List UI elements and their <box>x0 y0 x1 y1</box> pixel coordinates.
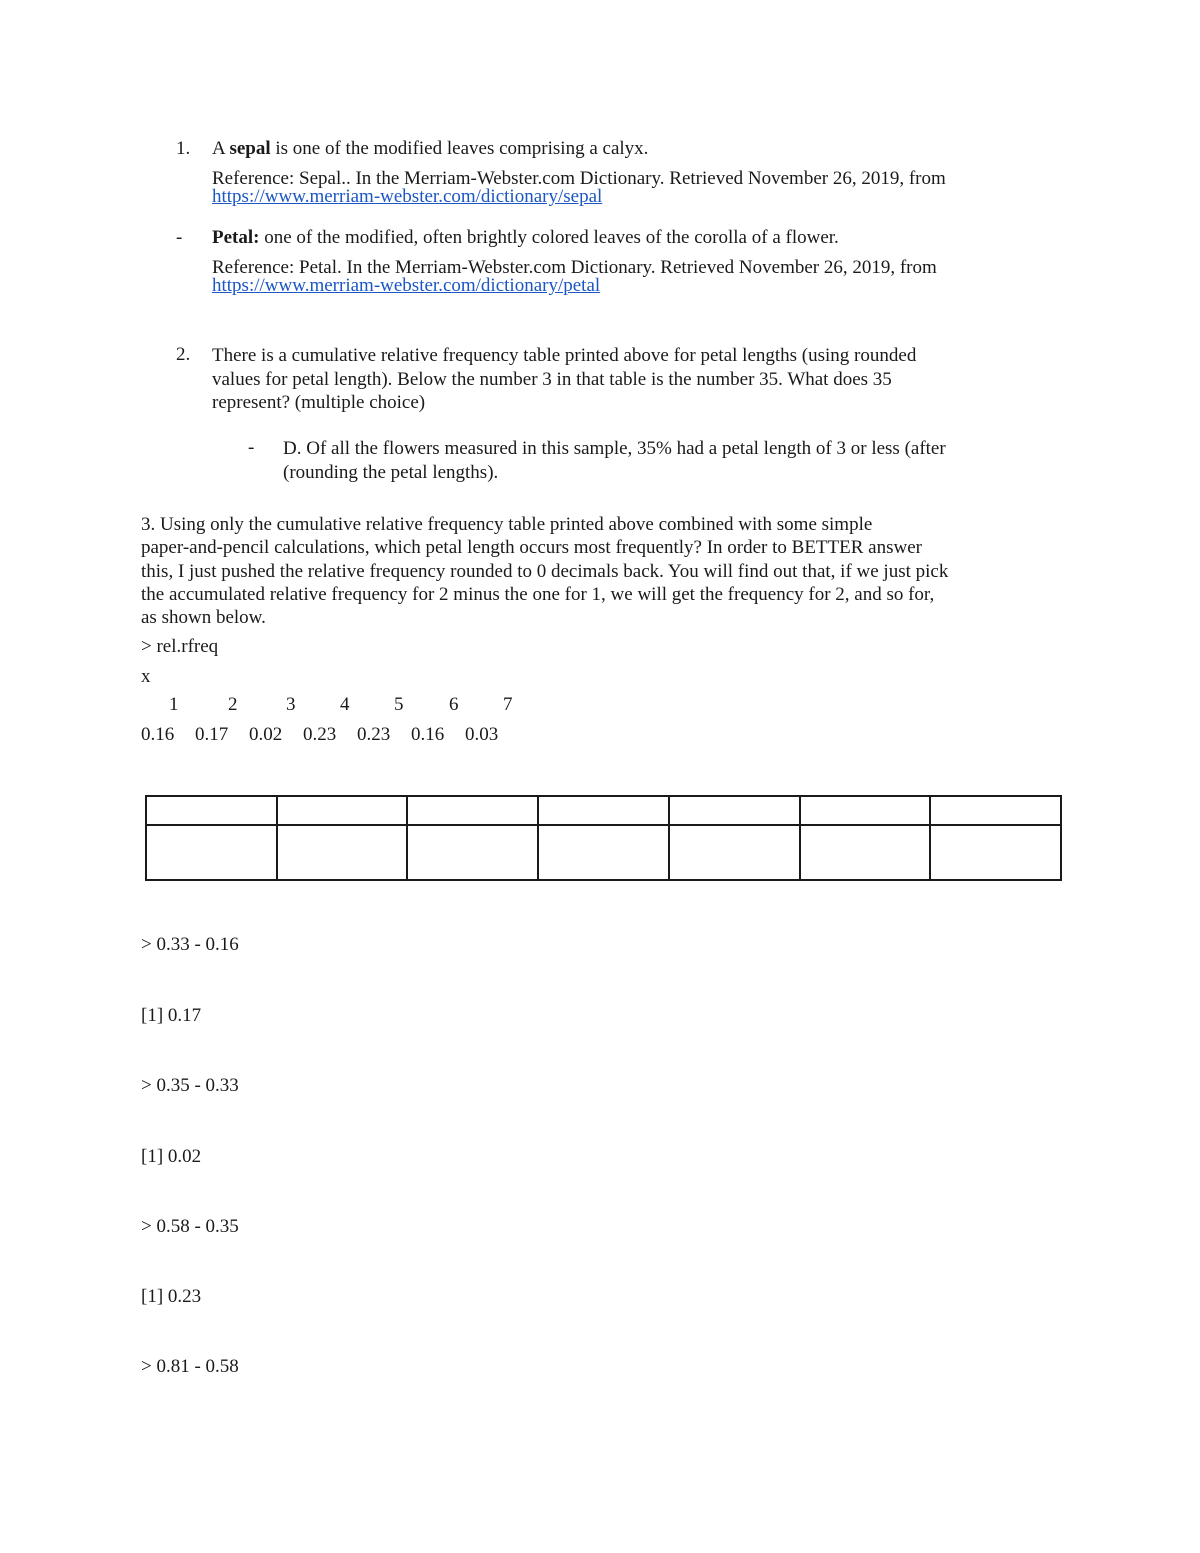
question-3-line: as shown below. <box>141 607 266 629</box>
question-2-line: There is a cumulative relative frequency table printed above for petal lengths (using rounded <box>212 345 917 366</box>
table-cell <box>800 825 931 880</box>
table-cell <box>407 825 538 880</box>
question-3-line: paper-and-pencil calculations, which petal length occurs most frequently? In order to BETTER answer <box>141 537 922 559</box>
freq-value: 0.23 <box>357 724 391 745</box>
freq-header: 1 <box>169 694 179 715</box>
freq-value: 0.16 <box>411 724 445 745</box>
freq-value: 0.17 <box>195 724 229 745</box>
freq-header: 5 <box>394 694 404 715</box>
freq-header: 6 <box>449 694 459 715</box>
calc-line: > 0.81 - 0.58 <box>141 1356 239 1377</box>
freq-value: 0.16 <box>141 724 175 745</box>
table-cell <box>146 796 277 825</box>
sepal-reference-link[interactable]: https://www.merriam-webster.com/dictionary/sepal <box>212 186 603 207</box>
calc-line: > 0.58 - 0.35 <box>141 1216 239 1237</box>
table-cell <box>930 825 1061 880</box>
empty-frequency-table <box>145 795 1062 881</box>
sepal-reference-text: Reference: Sepal.. In the Merriam-Webster.com Dictionary. Retrieved November 26, 2019, from <box>212 168 946 189</box>
calc-line: [1] 0.23 <box>141 1286 202 1307</box>
table-cell <box>146 825 277 880</box>
petal-reference-text: Reference: Petal. In the Merriam-Webster.com Dictionary. Retrieved November 26, 2019, from <box>212 257 937 278</box>
answer-bullet: - <box>248 437 255 458</box>
question-3-line: this, I just pushed the relative frequency rounded to 0 decimals back. You will find out that, if we just pick <box>141 560 949 582</box>
table-cell <box>669 796 800 825</box>
sepal-prefix: A <box>212 138 230 159</box>
table-cell <box>277 796 408 825</box>
table-cell <box>538 796 669 825</box>
table-cell <box>407 796 538 825</box>
calc-line: > 0.35 - 0.33 <box>141 1075 239 1096</box>
petal-bullet: - <box>176 227 183 248</box>
freq-value: 0.03 <box>465 724 499 745</box>
petal-reference <box>212 259 937 295</box>
answer-line: D. Of all the flowers measured in this sample, 35% had a petal length of 3 or less (after <box>283 438 946 459</box>
list-number-2: 2. <box>176 344 191 365</box>
sepal-definition <box>212 138 648 160</box>
freq-header: 3 <box>286 694 296 715</box>
petal-term: Petal: <box>212 227 260 248</box>
table-cell <box>800 796 931 825</box>
question-3-line: the accumulated relative frequency for 2 minus the one for 1, we will get the frequency for 2, and so for, <box>141 583 935 605</box>
sepal-term: sepal <box>229 138 271 159</box>
table-row <box>146 796 1061 825</box>
petal-definition-text: one of the modified, often brightly colored leaves of the corolla of a flower. <box>259 227 839 248</box>
question-2-line: represent? (multiple choice) <box>212 392 426 413</box>
table-row <box>146 825 1061 880</box>
freq-value: 0.02 <box>249 724 283 745</box>
console-command: > rel.rfreq <box>141 636 219 657</box>
question-2 <box>212 344 916 415</box>
question-2-answer <box>283 437 946 485</box>
freq-value: 0.23 <box>303 724 337 745</box>
console-var-name: x <box>141 666 151 687</box>
question-2-line: values for petal length). Below the number 3 in that table is the number 35. What does 35 <box>212 368 892 390</box>
question-3 <box>141 513 1066 629</box>
list-number-1: 1. <box>176 138 191 159</box>
petal-definition <box>212 227 839 249</box>
calc-line: [1] 0.02 <box>141 1146 202 1167</box>
table-cell <box>669 825 800 880</box>
question-3-line: 3. Using only the cumulative relative frequency table printed above combined with some simple <box>141 514 873 535</box>
table-cell <box>277 825 408 880</box>
petal-reference-link[interactable]: https://www.merriam-webster.com/dictionary/petal <box>212 275 601 296</box>
calc-line: > 0.33 - 0.16 <box>141 934 239 955</box>
sepal-reference <box>212 170 946 206</box>
table-cell <box>538 825 669 880</box>
sepal-definition-text: is one of the modified leaves comprising a calyx. <box>270 138 649 159</box>
freq-header: 2 <box>228 694 238 715</box>
freq-header: 7 <box>503 694 513 715</box>
answer-line: (rounding the petal lengths). <box>283 462 499 483</box>
freq-header: 4 <box>340 694 350 715</box>
table-cell <box>930 796 1061 825</box>
calc-line: [1] 0.17 <box>141 1005 202 1026</box>
